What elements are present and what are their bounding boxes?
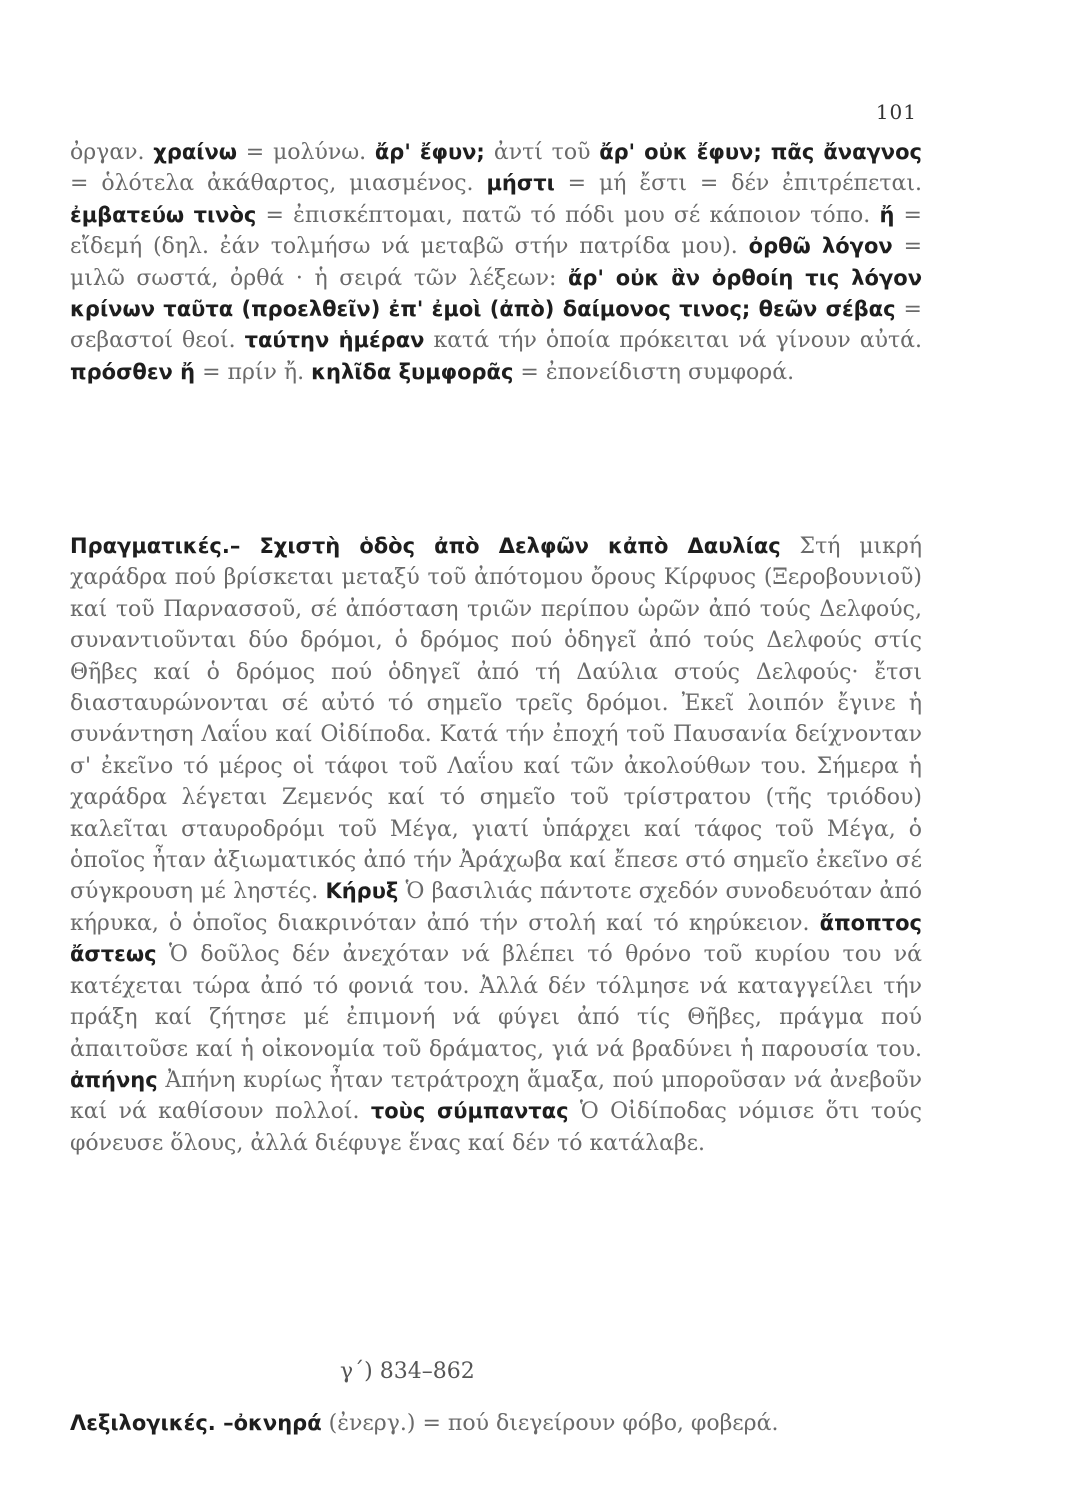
lexical-paragraph — [70, 137, 922, 388]
gloss-text: Ὁ δοῦλος δέν ἀνεχόταν νά βλέπει τό θρόνο τοῦ κυρίου του νά κατέχεται τώρα ἀπό τό φονιά του. Ἀλλά δέν τόλμησε νά καταγγείλει τήν πράξη καί ζήτησε μέ ἐπιμονή νά φύγει ἀπό τίς Θῆβες, πράγμα πού ἀπαιτοῦσε καί ἡ οἰκονομία τοῦ δράματος, γιά νά βραδύνει ἡ παρουσία του. — [70, 942, 922, 1062]
gloss-text: ἀντί τοῦ — [493, 140, 600, 165]
lemma-term: χραίνω — [153, 140, 238, 164]
gloss-text: = ὁλότελα ἀκάθαρτος, μιασμένος. — [70, 171, 487, 197]
gloss-text: = μή ἔστι = δέν ἐπιτρέπεται. — [554, 171, 922, 197]
lemma-term: ἐμβατεύω τινὸς — [70, 202, 257, 227]
lemma-term: πρόσθεν ἤ — [70, 359, 196, 384]
lemma-term: ὀρθῶ λόγον — [748, 234, 893, 259]
lexical-notes-start — [70, 1411, 922, 1436]
gloss-text: = μολύνω. — [237, 140, 375, 165]
gloss-text: = ἐπονείδιστη συμφορά. — [513, 359, 795, 385]
lemma-term: Κήρυξ — [325, 879, 399, 904]
section-heading: Πραγματικές.– Σχιστὴ ὁδὸς ἀπὸ Δελφῶν κἀπὸ Δαυλίας — [70, 534, 781, 558]
factual-notes — [70, 531, 922, 1159]
gloss-text: κατά τήν ὁποία πρόκειται νά γίνουν αὐτά. — [424, 328, 922, 354]
gloss-text: Ἀπήνη κυρίως ἦταν τετράτροχη ἅμαξα, πού μποροῦσαν νά ἀνεβοῦν καί νά καθίσουν πολλοί. — [70, 1067, 922, 1125]
lexical-notes-continued — [70, 137, 922, 388]
section-reference: γ΄) 834–862 — [340, 1359, 475, 1384]
gloss-text: Ὁ βασιλιάς πάντοτε σχεδόν συνοδευόταν ἀπό κήρυκα, ὁ ὁποῖος διακρινόταν ἀπό τήν στολή καί τό κηρύκειον. — [70, 879, 922, 936]
section-heading: Λεξιλογικές. –ὀκνηρά — [70, 1411, 322, 1435]
gloss-text: = πρίν ἤ. — [195, 359, 312, 385]
lexical-paragraph-start — [70, 1411, 922, 1436]
gloss-text: (ἐνεργ.) = πού διεγείρουν φόβο, φοβερά. — [321, 1411, 779, 1436]
gloss-text: ὀργαν. — [70, 140, 154, 165]
lemma-term: ἄρ' οὐκ ἔφυν; πᾶς ἄναγνος — [599, 140, 922, 164]
gloss-text: Στή μικρή χαράδρα πού βρίσκεται μεταξύ τοῦ ἀπότομου ὄρους Κίρφυος (Ξεροβουνιοῦ) καί τοῦ Παρνασσοῦ, σέ ἀπόσταση τριῶν περίπου ὡρῶν ἀπό τούς Δελφούς, συναντιοῦνται δύο δρόμοι, ὁ δρόμος πού ὁδηγεῖ ἀπό τούς Δελφούς στίς Θῆβες καί ὁ δρόμος πού ὁδηγεῖ ἀπό τή Δαύλια στούς Δελφούς· ἔτσι διασταυρώνονται σέ αὐτό τό σημεῖο τρεῖς δρόμοι. Ἐκεῖ λοιπόν ἔγινε ἡ συνάντηση Λαΐου καί Οἰδίποδα. Κατά τήν ἐποχή τοῦ Παυσανία δείχνονταν σ' ἐκεῖνο τό μέρος οἱ τάφοι τοῦ Λαΐου καί τῶν ἀκολούθων του. Σήμερα ἡ χαράδρα λέγεται Ζεμενός καί τό σημεῖο τοῦ τρίστρατου (τῆς τριόδου) καλεῖται σταυροδρόμι τοῦ Μέγα, γιατί ὑπάρχει καί τάφος τοῦ Μέγα, ὁ ὁποῖος ἦταν ἀξιωματικός ἀπό τήν Ἀράχωβα καί ἔπεσε στό σημεῖο ἐκεῖνο σέ σύγκρουση μέ ληστές. — [70, 534, 922, 905]
lemma-term: μήστι — [486, 171, 555, 196]
gloss-text: Ὁ Οἰδίποδας νόμισε ὅτι τούς φόνευσε ὅλους, ἀλλά διέφυγε ἕνας καί δέν τό κατάλαβε. — [70, 1099, 922, 1156]
lemma-term: ἄρ' ἔφυν; — [374, 140, 494, 164]
page-number: 101 — [875, 100, 917, 124]
lemma-term: ἄρ' οὐκ ἂν ὀρθοίη τις λόγον κρίνων ταῦτα (προελθεῖν) ἐπ' ἐμοὶ (ἀπὸ) δαίμονος τινος; θεῶν σέβας — [70, 265, 922, 322]
gloss-text: = εἴδεμή (δηλ. ἐάν τολμήσω νά μεταβῶ στήν πατρίδα μου). — [70, 202, 922, 260]
gloss-text: = σεβαστοί θεοί. — [70, 297, 922, 354]
gloss-text: = μιλῶ σωστά, ὀρθά · ἡ σειρά τῶν λέξεων: — [70, 234, 923, 291]
lemma-term: κηλῖδα ξυμφορᾶς — [311, 359, 514, 384]
lemma-term: τοὺς σύμπαντας — [370, 1099, 569, 1124]
factual-paragraph — [70, 531, 922, 1159]
gloss-text: = ἐπισκέπτομαι, πατῶ τό πόδι μου σέ κάποιον τόπο. — [256, 202, 880, 228]
lemma-term: ἤ — [879, 202, 895, 227]
lemma-term: ἀπήνης — [70, 1067, 158, 1092]
lemma-term: ταύτην ἡμέραν — [244, 328, 425, 353]
lemma-term: ἄποπτος ἄστεως — [70, 910, 922, 967]
